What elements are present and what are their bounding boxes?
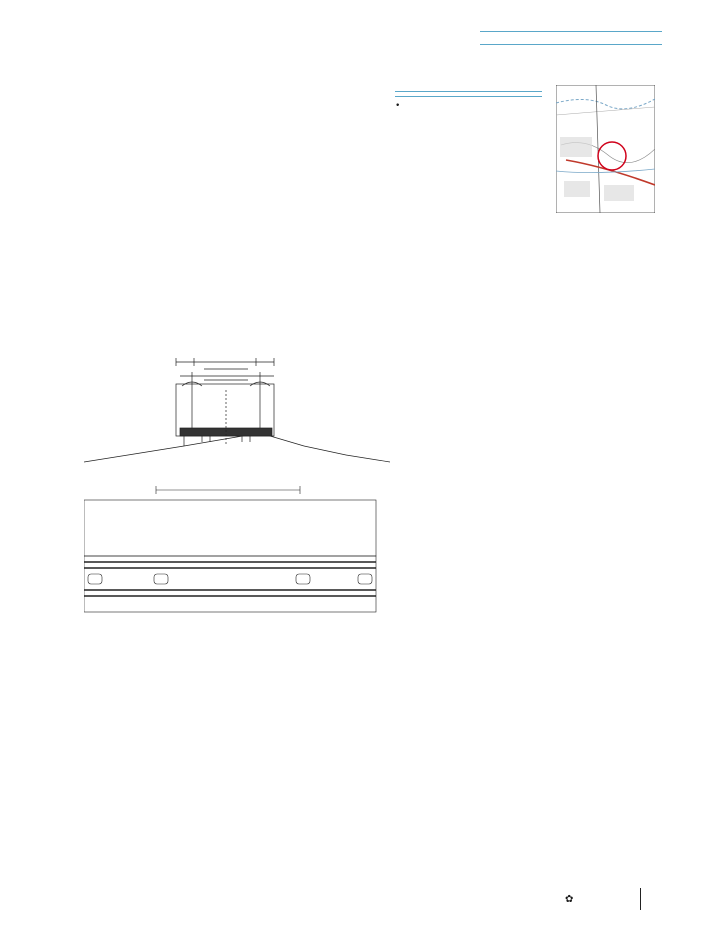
figure-drawing xyxy=(84,350,390,670)
section-heading xyxy=(395,91,542,97)
footer-magazine xyxy=(565,893,573,905)
column-2 xyxy=(232,671,378,685)
location-map xyxy=(556,85,655,213)
column-3 xyxy=(395,85,542,99)
cross-section xyxy=(84,358,390,462)
header-rule-top xyxy=(480,31,662,32)
flower-icon: ✿ xyxy=(565,894,574,905)
page-number-rule xyxy=(640,888,641,910)
plan-view xyxy=(84,486,376,612)
header-rule-bottom xyxy=(480,44,662,45)
